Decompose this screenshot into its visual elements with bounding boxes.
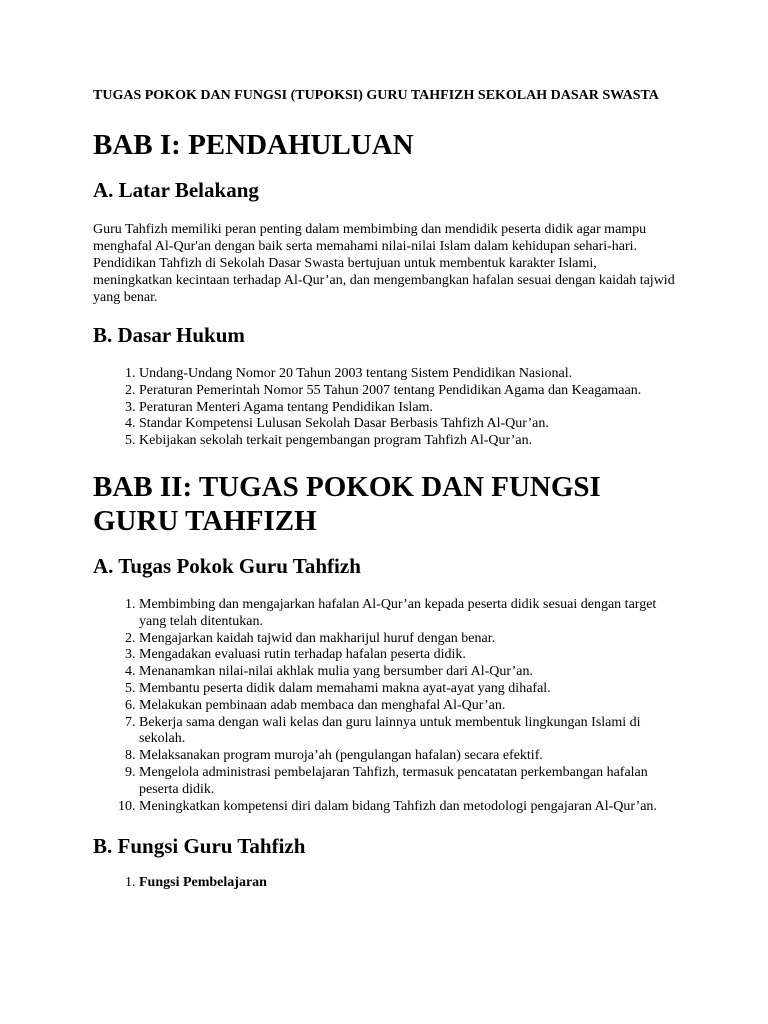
section-fungsi-heading: B. Fungsi Guru Tahfizh bbox=[93, 834, 306, 859]
list-item: 2. Peraturan Pemerintah Nomor 55 Tahun 2007 tentang Pendidikan Agama dan Keagamaan. bbox=[139, 383, 676, 400]
section-latar-belakang-heading: A. Latar Belakang bbox=[93, 178, 259, 202]
list-item: 1. Undang-Undang Nomor 20 Tahun 2003 tentang Sistem Pendidikan Nasional. bbox=[139, 366, 676, 383]
list-item bbox=[139, 875, 676, 892]
section-dasar-hukum-heading: B. Dasar Hukum bbox=[93, 323, 245, 347]
list-item: 10. Meningkatkan kompetensi diri dalam bidang Tahfizh dan metodologi pengajaran Al-Qur’an. bbox=[139, 799, 676, 816]
dasar-hukum-list bbox=[93, 366, 676, 450]
list-item: 1. Membimbing dan mengajarkan hafalan Al-Qur’an kepada peserta didik sesuai dengan target yang telah ditentukan. bbox=[139, 597, 676, 631]
latar-belakang-paragraph: Guru Tahfizh memiliki peran penting dalam membimbing dan mendidik peserta didik agar mampu menghafal Al-Qur'an dengan baik serta memahami nilai-nilai Islam dalam kehidupan sehari-hari. Pendidikan Tahfizh di Sekolah Dasar Swasta bertujuan untuk membentuk karakter Islami, meningkatkan kecintaan terhadap Al-Qur’an, dan mengembangkan hafalan sesuai dengan kaidah tajwid yang benar. bbox=[93, 222, 675, 305]
list-item: 6. Melakukan pembinaan adab membaca dan menghafal Al-Qur’an. bbox=[139, 698, 676, 715]
section-tugas-pokok-heading: A. Tugas Pokok Guru Tahfizh bbox=[93, 553, 361, 578]
list-item: 2. Mengajarkan kaidah tajwid dan makharijul huruf dengan benar. bbox=[139, 631, 676, 648]
tugas-pokok-list bbox=[93, 597, 676, 815]
document-title: TUGAS POKOK DAN FUNGSI (TUPOKSI) GURU TAHFIZH SEKOLAH DASAR SWASTA bbox=[93, 88, 659, 103]
list-item: 3. Mengadakan evaluasi rutin terhadap hafalan peserta didik. bbox=[139, 647, 676, 664]
list-item: 5. Membantu peserta didik dalam memahami makna ayat-ayat yang dihafal. bbox=[139, 681, 676, 698]
chapter-2-heading: BAB II: TUGAS POKOK DAN FUNGSI GURU TAHFIZH bbox=[93, 470, 601, 537]
list-item: 7. Bekerja sama dengan wali kelas dan guru lainnya untuk membentuk lingkungan Islami di sekolah. bbox=[139, 715, 676, 749]
fungsi-pembelajaran-label: Fungsi Pembelajaran bbox=[139, 875, 267, 891]
chapter-1-heading: BAB I: PENDAHULUAN bbox=[93, 129, 414, 161]
list-item: 5. Kebijakan sekolah terkait pengembangan program Tahfizh Al-Qur’an. bbox=[139, 433, 676, 450]
list-item: 4. Menanamkan nilai-nilai akhlak mulia yang bersumber dari Al-Qur’an. bbox=[139, 664, 676, 681]
list-item: 4. Standar Kompetensi Lulusan Sekolah Dasar Berbasis Tahfizh Al-Qur’an. bbox=[139, 416, 676, 433]
list-item: 8. Melaksanakan program muroja’ah (pengulangan hafalan) secara efektif. bbox=[139, 748, 676, 765]
list-item: 9. Mengelola administrasi pembelajaran Tahfizh, termasuk pencatatan perkembangan hafalan peserta didik. bbox=[139, 765, 676, 799]
list-item: 3. Peraturan Menteri Agama tentang Pendidikan Islam. bbox=[139, 400, 676, 417]
fungsi-list bbox=[93, 875, 676, 892]
